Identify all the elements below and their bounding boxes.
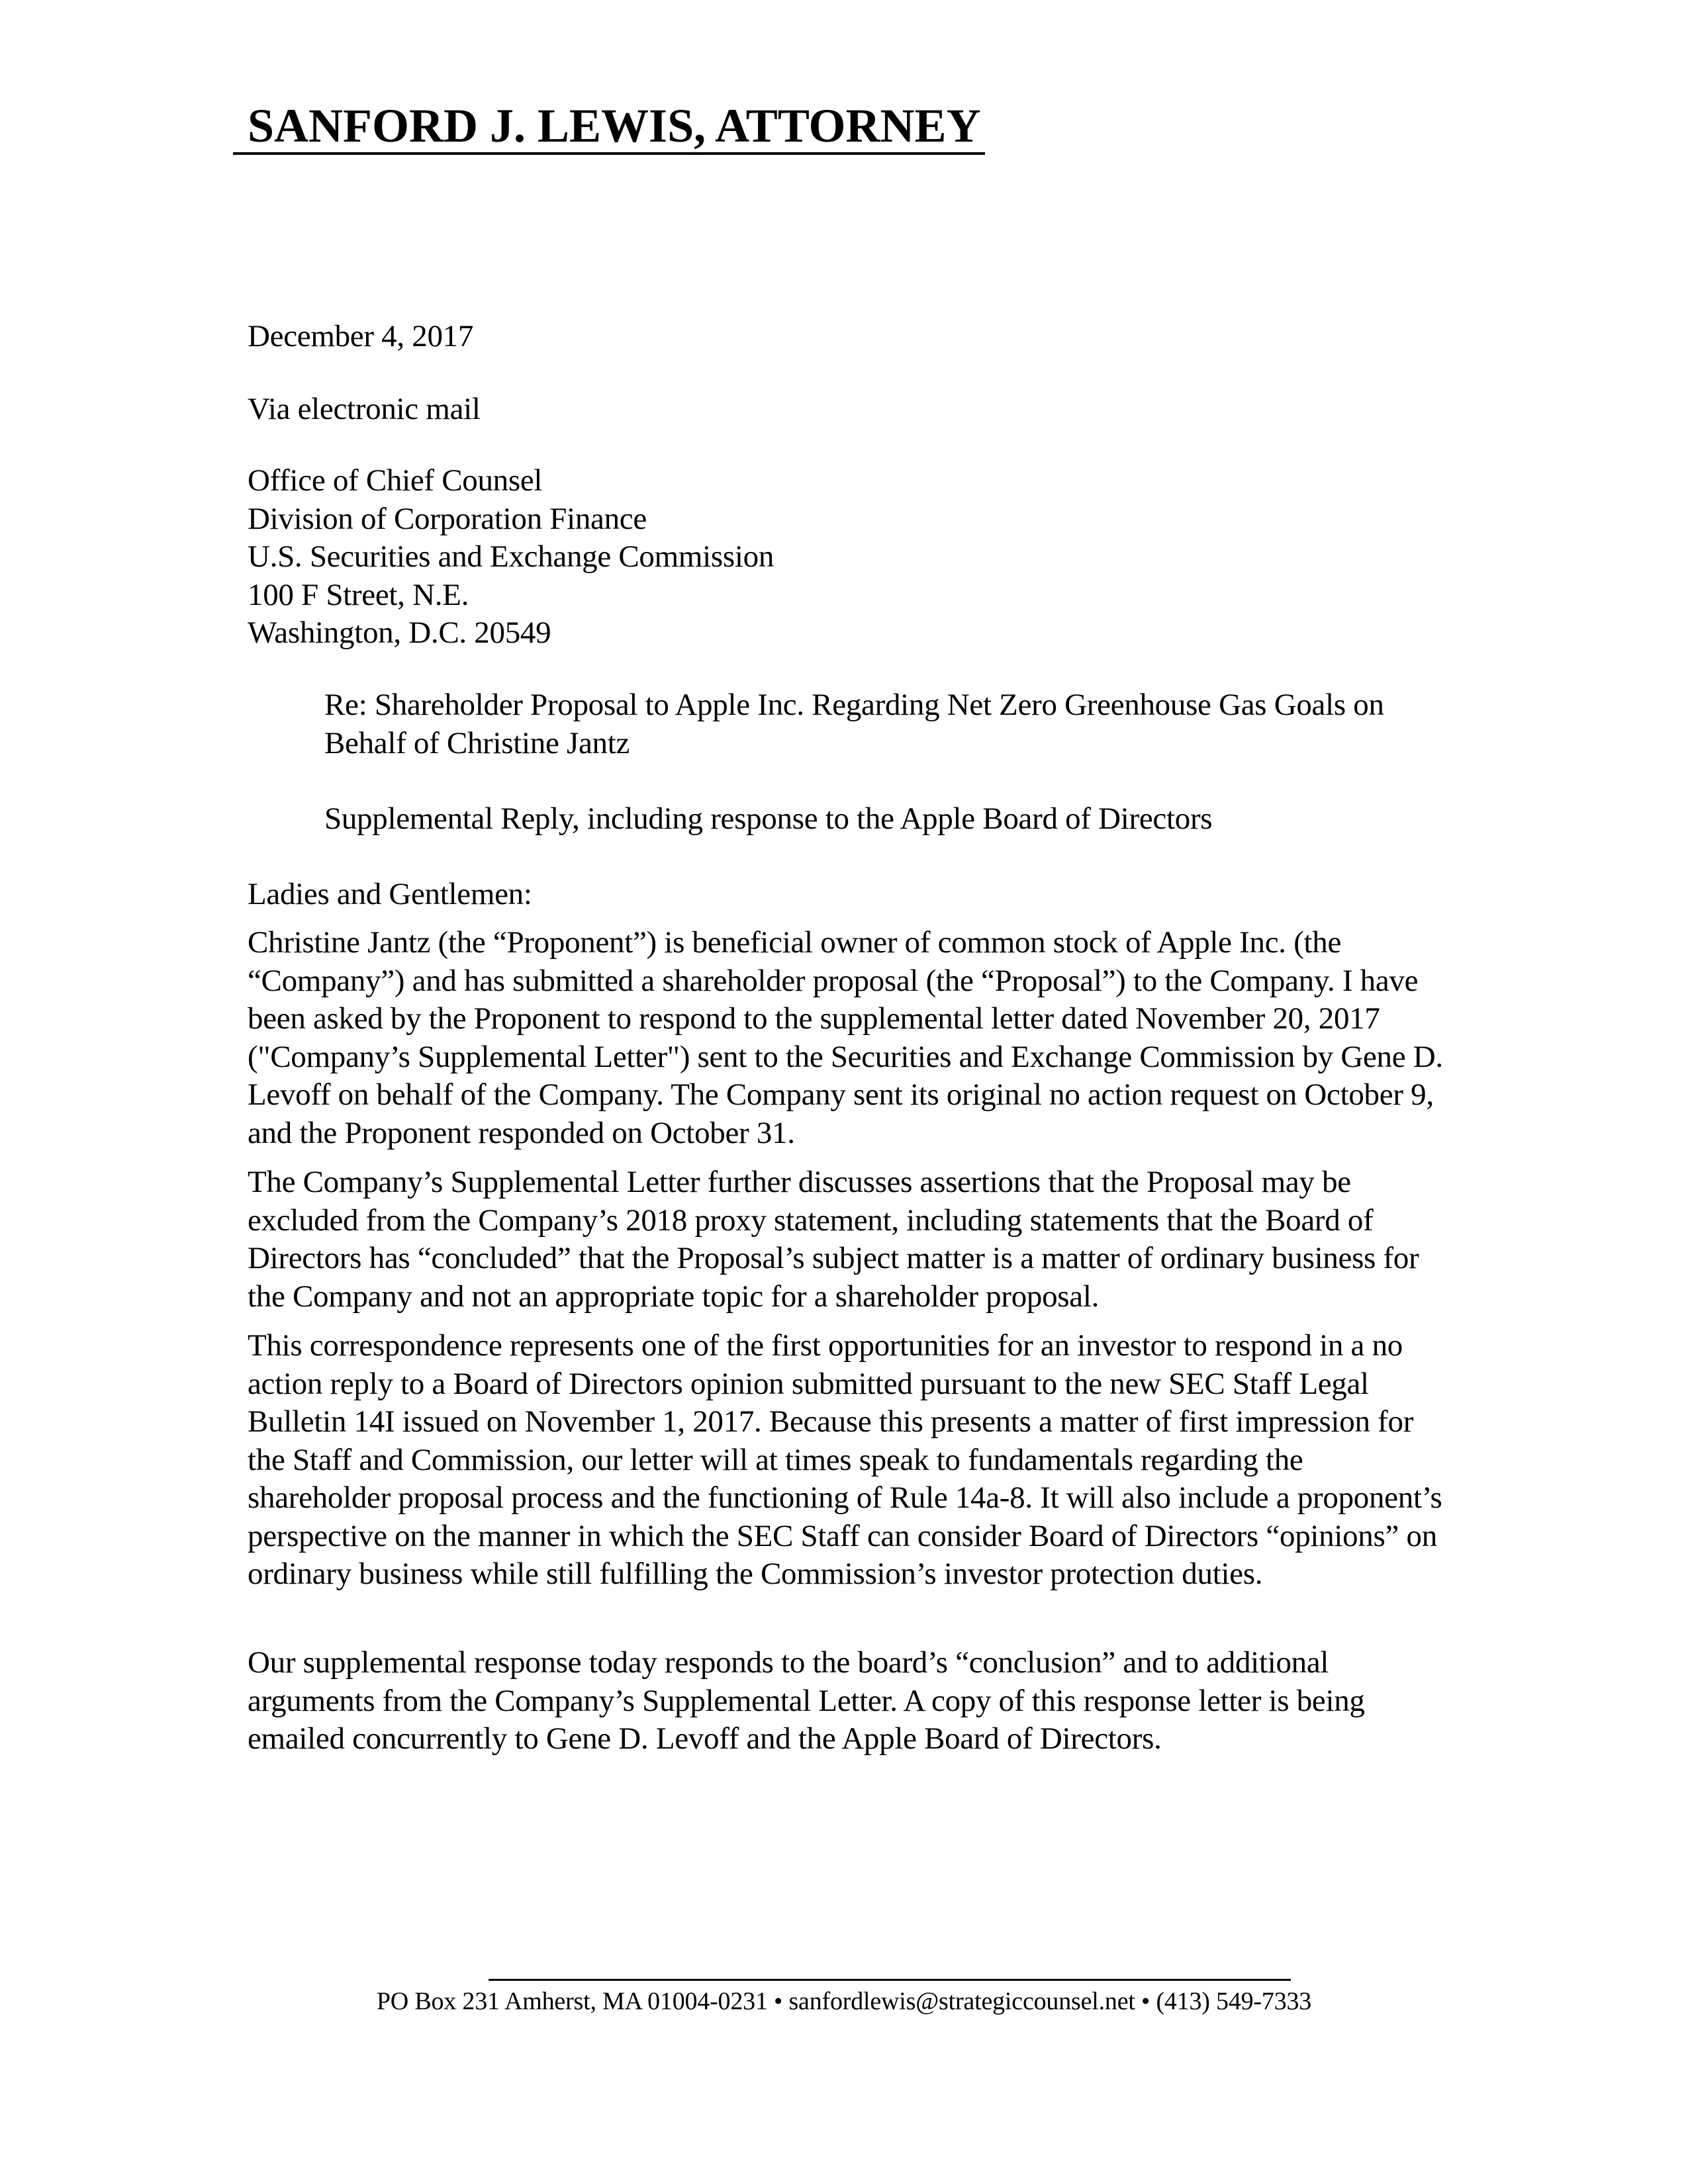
letterhead — [233, 99, 985, 155]
paragraph-text: The Company’s Supplemental Letter further discusses assertions that the Proposal may be excluded from the Company’s 2018 proxy statement, including statements that the Board of Directors has “concluded” that the Proposal’s subject matter is a matter of ordinary business for the Company and not an appropriate topic for a shareholder proposal. — [248, 1165, 1419, 1314]
recipient-line: 100 F Street, N.E. — [248, 577, 469, 612]
re-supplemental: Supplemental Reply, including response to the Apple Board of Directors — [324, 801, 1213, 836]
delivery-method: Via electronic mail — [248, 392, 481, 426]
recipient-line: Office of Chief Counsel — [248, 463, 543, 498]
paragraph-text: This correspondence represents one of the first opportunities for an investor to respond in a no action reply to a Board of Directors opinion submitted pursuant to the new SEC Staff Legal Bulletin 14I issued on November 1, 2017. Because this presents a matter of first impression for the Staff and Commission, our letter will at times speak to fundamentals regarding the shareholder proposal process and the functioning of Rule 14a-8. It will also include a proponent’s perspective on the manner in which the SEC Staff can consider Board of Directors “opinions” on ordinary business while still fulfilling the Commission’s investor protection duties. — [248, 1328, 1442, 1591]
salutation: Ladies and Gentlemen: — [248, 877, 532, 911]
recipient-line: Division of Corporation Finance — [248, 501, 647, 536]
paragraph-text: Our supplemental response today responds to the board’s “conclusion” and to additional arguments from the Company’s Supplemental Letter. A copy of this response letter is being emailed concurrently to Gene D. Levoff and the Apple Board of Directors. — [248, 1645, 1365, 1756]
paragraph-3 — [248, 1327, 1452, 1594]
footer-contact: PO Box 231 Amherst, MA 01004-0231 • sanfordlewis@strategiccounsel.net • (413) 549-7333 — [376, 1987, 1312, 2015]
recipient-line: Washington, D.C. 20549 — [248, 615, 551, 650]
letter-date: December 4, 2017 — [248, 319, 474, 353]
letterhead-title: SANFORD J. LEWIS, ATTORNEY — [248, 99, 981, 152]
paragraph-4 — [248, 1644, 1452, 1758]
footer-divider — [489, 1979, 1291, 1981]
paragraph-2 — [248, 1163, 1452, 1316]
paragraph-1 — [248, 924, 1452, 1152]
re-subject: Re: Shareholder Proposal to Apple Inc. Regarding Net Zero Greenhouse Gas Goals on Behalf of Christine Jantz — [324, 688, 1384, 760]
recipient-address — [248, 462, 774, 653]
recipient-line: U.S. Securities and Exchange Commission — [248, 539, 774, 574]
paragraph-text: Christine Jantz (the “Proponent”) is beneficial owner of common stock of Apple Inc. (the “Company”) and has submitted a shareholder proposal (the “Proposal”) to the Company. I have been asked by the Proponent to respond to the supplemental letter dated November 20, 2017 ("Company’s Supplemental Letter") sent to the Securities and Exchange Commission by Gene D. Levoff on behalf of the Company. The Company sent its original no action request on October 9, and the Proponent responded on October 31. — [248, 925, 1443, 1150]
